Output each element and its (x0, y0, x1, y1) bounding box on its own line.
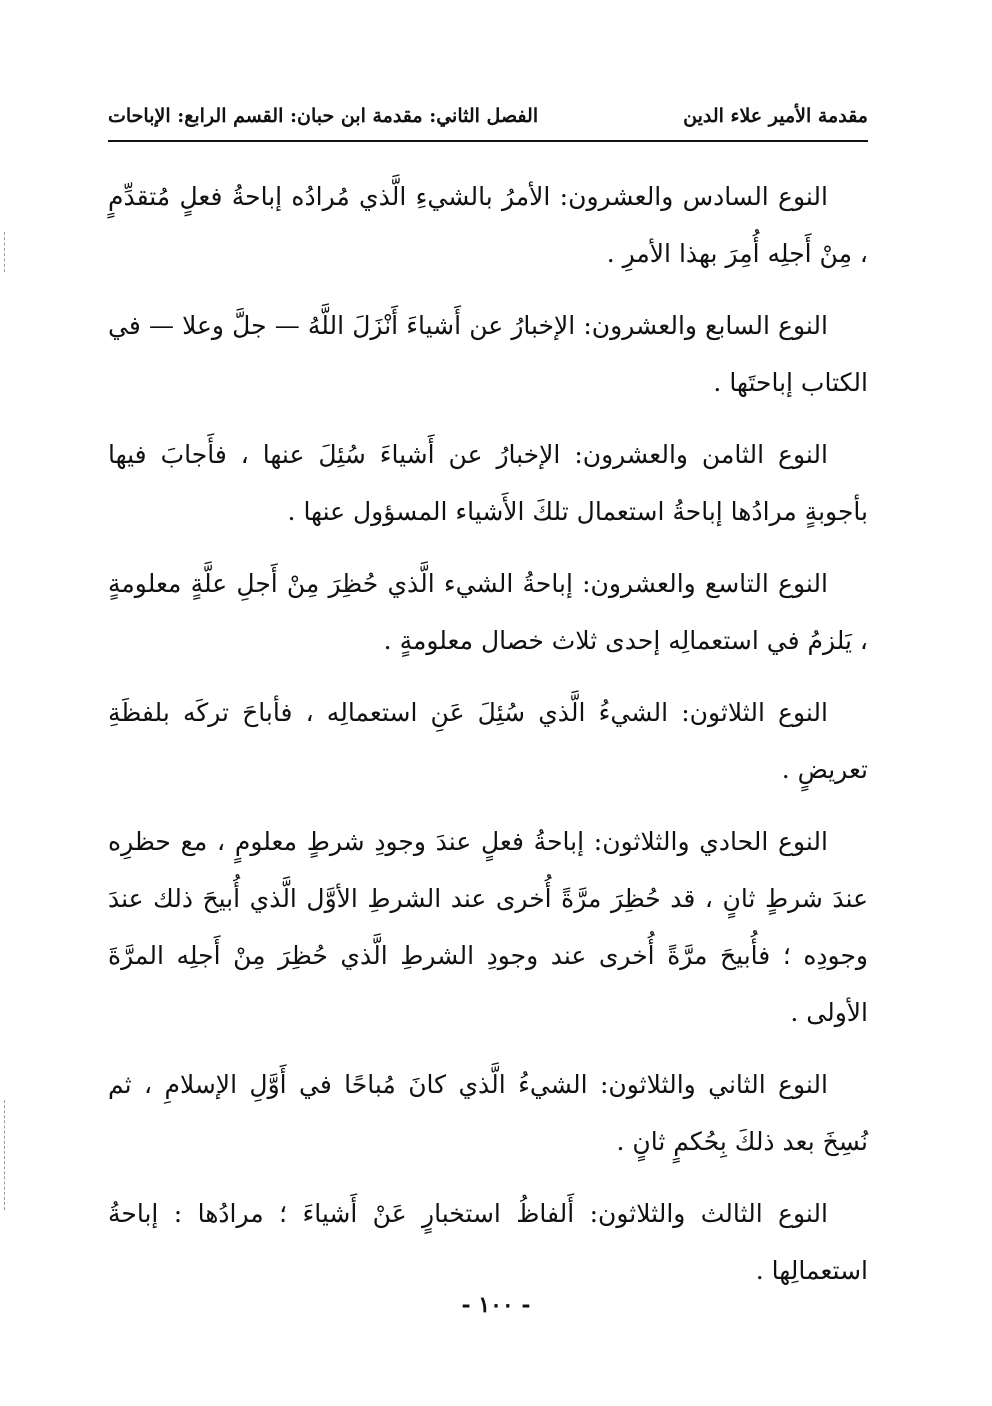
scan-edge-mark (4, 232, 5, 272)
paragraph: النوع الثالث والثلاثون: أَلفاظُ استخبارٍ عَنْ أَشياءَ ؛ مرادُها : إباحةُ استعمالِها . (108, 1199, 868, 1285)
page-number: - ١٠٠ - (461, 1292, 531, 1318)
header-chapter-title: الفصل الثاني: مقدمة ابن حبان: القسم الرابع: الإباحات (108, 105, 539, 127)
main-text (108, 168, 868, 1314)
paragraph: النوع السابع والعشرون: الإخبارُ عن أَشياءَ أَنْزَلَ اللَّهُ — جلَّ وعلا — في الكتاب إباحتَها . (108, 311, 868, 397)
paragraph: النوع الثلاثون: الشيءُ الَّذي سُئِلَ عَنِ استعمالِه ، فأباحَ تركَه بلفظَةِ تعريضٍ . (108, 698, 868, 784)
paragraph: النوع التاسع والعشرون: إباحةُ الشيء الَّذي حُظِرَ مِنْ أَجلِ علَّةٍ معلومةٍ ، يَلزمُ في استعمالِه إحدى ثلاث خصال معلومةٍ . (108, 569, 868, 655)
scan-edge-mark (4, 1100, 5, 1210)
paragraph: النوع السادس والعشرون: الأمرُ بالشيءِ الَّذي مُرادُه إباحةُ فعلٍ مُتقدِّمٍ ، مِنْ أَجلِه أُمِرَ بهذا الأمرِ . (108, 182, 868, 268)
running-header (108, 96, 868, 136)
header-book-title: مقدمة الأمير علاء الدين (683, 105, 868, 127)
paragraph: النوع الحادي والثلاثون: إباحةُ فعلٍ عندَ وجودِ شرطٍ معلومٍ ، مع حظرِه عندَ شرطٍ ثانٍ ، قد حُظِرَ مرَّةً أُخرى عند الشرطِ الأوَّل الَّذي أُبيحَ ذلك عندَ وجودِه ؛ فأُبيحَ مرَّةً أُخرى عند وجودِ الشرطِ الَّذي حُظِرَ مِنْ أَجلِه المرَّةَ الأولى . (108, 827, 868, 1027)
paragraph: النوع الثاني والثلاثون: الشيءُ الَّذي كانَ مُباحًا في أَوَّلِ الإسلامِ ، ثم نُسِخَ بعد ذلكَ بِحُكمٍ ثانٍ . (108, 1070, 868, 1156)
paragraph: النوع الثامن والعشرون: الإخبارُ عن أَشياءَ سُئِلَ عنها ، فأَجابَ فيها بأجوبةٍ مرادُها إباحةُ استعمال تلكَ الأَشياء المسؤول عنها . (108, 440, 868, 526)
header-rule (108, 140, 868, 142)
